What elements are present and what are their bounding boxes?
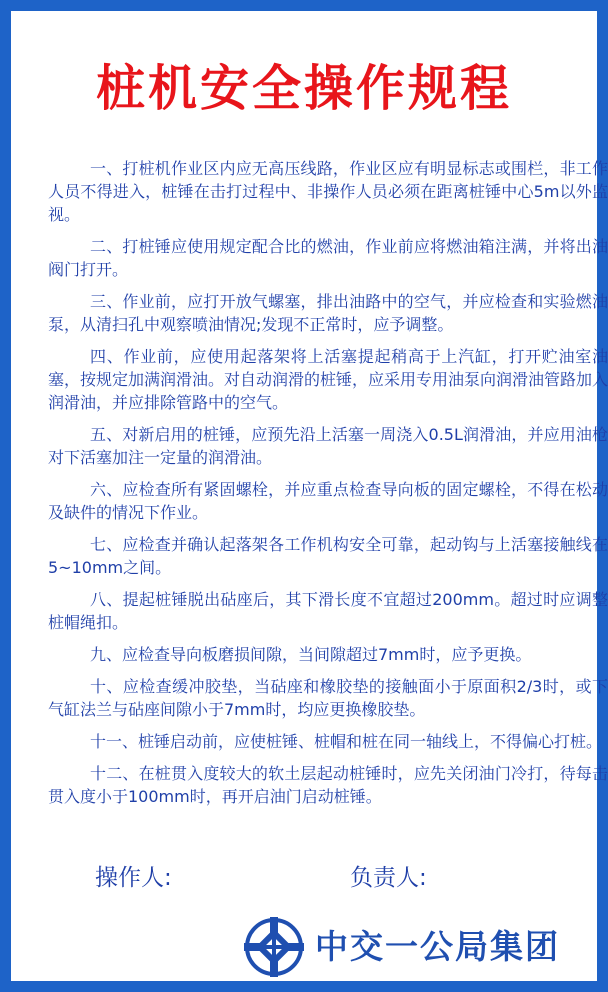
rule-item: 六、应检查所有紧固螺栓，并应重点检查导向板的固定螺栓，不得在松动及缺件的情况下作业。 — [48, 480, 608, 522]
responsible-label: 负责人: — [350, 865, 427, 891]
operator-label: 操作人: — [95, 865, 172, 891]
rule-item: 七、应检查并确认起落架各工作机构安全可靠，起动钩与上活塞接触线在5~10mm之间。 — [48, 535, 608, 577]
company-brand — [243, 916, 583, 980]
rules-list — [48, 157, 608, 817]
page-title: 桩机安全操作规程 — [95, 60, 512, 117]
rule-item: 十、应检查缓冲胶垫，当砧座和橡胶垫的接触面小于原面积2/3时，或下气缸法兰与砧座间隙小于7mm时，均应更换橡胶垫。 — [48, 677, 608, 719]
rule-item: 四、作业前，应使用起落架将上活塞提起稍高于上汽缸，打开贮油室油塞，按规定加满润滑油。对自动润滑的桩锤，应采用专用油泵向润滑油管路加入润滑油，并应排除管路中的空气。 — [48, 347, 608, 412]
rule-item: 十一、桩锤启动前，应使桩锤、桩帽和桩在同一轴线上，不得偏心打桩。 — [90, 732, 603, 751]
signature-row — [95, 861, 557, 895]
ccccltd-logo-icon — [243, 916, 305, 978]
rule-item: 一、打桩机作业区内应无高压线路，作业区应有明显标志或围栏，非工作人员不得进入，桩锤在击打过程中、非操作人员必须在距离桩锤中心5m以外监视。 — [48, 159, 608, 224]
rule-item: 十二、在桩贯入度较大的软土层起动桩锤时，应先关闭油门冷打，待每击贯入度小于100mm时，再开启油门启动桩锤。 — [48, 764, 608, 806]
rule-item: 三、作业前，应打开放气螺塞，排出油路中的空气，并应检查和实验燃油泵，从清扫孔中观察喷油情况;发现不正常时，应予调整。 — [48, 292, 608, 334]
rule-item: 九、应检查导向板磨损间隙，当间隙超过7mm时，应予更换。 — [90, 645, 532, 664]
rule-item: 二、打桩锤应使用规定配合比的燃油，作业前应将燃油箱注满，并将出油阀门打开。 — [48, 237, 608, 279]
company-name: 中交一公局集团 — [315, 927, 560, 966]
rule-item: 八、提起桩锤脱出砧座后，其下滑长度不宜超过200mm。超过时应调整桩帽绳扣。 — [48, 590, 608, 632]
rule-item: 五、对新启用的桩锤，应预先沿上活塞一周浇入0.5L润滑油，并应用油枪对下活塞加注一定量的润滑油。 — [48, 425, 608, 467]
